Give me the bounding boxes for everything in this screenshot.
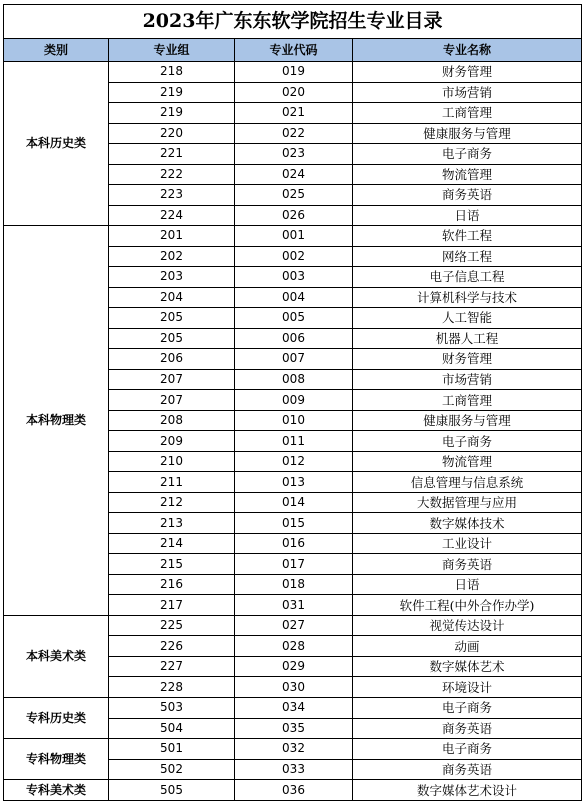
group-cell: 222 bbox=[109, 164, 235, 185]
code-cell: 031 bbox=[235, 595, 353, 616]
category-cell: 专科美术类 bbox=[4, 780, 109, 801]
group-cell: 502 bbox=[109, 759, 235, 780]
code-cell: 036 bbox=[235, 780, 353, 801]
group-cell: 221 bbox=[109, 144, 235, 165]
name-cell: 信息管理与信息系统 bbox=[353, 472, 582, 493]
code-cell: 021 bbox=[235, 103, 353, 124]
code-cell: 010 bbox=[235, 410, 353, 431]
name-cell: 市场营销 bbox=[353, 82, 582, 103]
name-cell: 人工智能 bbox=[353, 308, 582, 329]
name-cell: 电子信息工程 bbox=[353, 267, 582, 288]
code-cell: 023 bbox=[235, 144, 353, 165]
name-cell: 工商管理 bbox=[353, 390, 582, 411]
code-cell: 013 bbox=[235, 472, 353, 493]
code-cell: 034 bbox=[235, 697, 353, 718]
name-cell: 商务英语 bbox=[353, 554, 582, 575]
code-cell: 018 bbox=[235, 574, 353, 595]
code-cell: 028 bbox=[235, 636, 353, 657]
group-cell: 501 bbox=[109, 739, 235, 760]
name-cell: 数字媒体艺术 bbox=[353, 656, 582, 677]
name-cell: 软件工程(中外合作办学) bbox=[353, 595, 582, 616]
category-cell: 本科历史类 bbox=[4, 62, 109, 226]
category-cell: 本科物理类 bbox=[4, 226, 109, 616]
name-cell: 动画 bbox=[353, 636, 582, 657]
code-cell: 022 bbox=[235, 123, 353, 144]
name-cell: 商务英语 bbox=[353, 759, 582, 780]
name-cell: 商务英语 bbox=[353, 185, 582, 206]
group-cell: 212 bbox=[109, 492, 235, 513]
code-cell: 027 bbox=[235, 615, 353, 636]
name-cell: 软件工程 bbox=[353, 226, 582, 247]
name-cell: 市场营销 bbox=[353, 369, 582, 390]
group-cell: 218 bbox=[109, 62, 235, 83]
group-cell: 219 bbox=[109, 103, 235, 124]
code-cell: 026 bbox=[235, 205, 353, 226]
code-cell: 024 bbox=[235, 164, 353, 185]
code-cell: 030 bbox=[235, 677, 353, 698]
code-cell: 006 bbox=[235, 328, 353, 349]
table-row bbox=[4, 780, 582, 801]
name-cell: 数字媒体艺术设计 bbox=[353, 780, 582, 801]
code-cell: 008 bbox=[235, 369, 353, 390]
group-cell: 224 bbox=[109, 205, 235, 226]
code-cell: 002 bbox=[235, 246, 353, 267]
group-cell: 204 bbox=[109, 287, 235, 308]
group-cell: 216 bbox=[109, 574, 235, 595]
code-cell: 020 bbox=[235, 82, 353, 103]
name-cell: 电子商务 bbox=[353, 431, 582, 452]
name-cell: 网络工程 bbox=[353, 246, 582, 267]
table-body bbox=[4, 62, 582, 801]
header-name: 专业名称 bbox=[353, 39, 582, 62]
group-cell: 207 bbox=[109, 390, 235, 411]
major-catalog-table bbox=[3, 4, 582, 801]
group-cell: 201 bbox=[109, 226, 235, 247]
name-cell: 财务管理 bbox=[353, 349, 582, 370]
group-cell: 202 bbox=[109, 246, 235, 267]
name-cell: 视觉传达设计 bbox=[353, 615, 582, 636]
group-cell: 225 bbox=[109, 615, 235, 636]
group-cell: 226 bbox=[109, 636, 235, 657]
table-row bbox=[4, 62, 582, 83]
group-cell: 205 bbox=[109, 308, 235, 329]
code-cell: 009 bbox=[235, 390, 353, 411]
table-row bbox=[4, 697, 582, 718]
code-cell: 012 bbox=[235, 451, 353, 472]
code-cell: 007 bbox=[235, 349, 353, 370]
group-cell: 210 bbox=[109, 451, 235, 472]
group-cell: 205 bbox=[109, 328, 235, 349]
code-cell: 033 bbox=[235, 759, 353, 780]
name-cell: 电子商务 bbox=[353, 697, 582, 718]
code-cell: 005 bbox=[235, 308, 353, 329]
group-cell: 203 bbox=[109, 267, 235, 288]
code-cell: 035 bbox=[235, 718, 353, 739]
group-cell: 207 bbox=[109, 369, 235, 390]
code-cell: 014 bbox=[235, 492, 353, 513]
code-cell: 019 bbox=[235, 62, 353, 83]
name-cell: 日语 bbox=[353, 205, 582, 226]
code-cell: 003 bbox=[235, 267, 353, 288]
group-cell: 505 bbox=[109, 780, 235, 801]
group-cell: 217 bbox=[109, 595, 235, 616]
name-cell: 财务管理 bbox=[353, 62, 582, 83]
header-category: 类别 bbox=[4, 39, 109, 62]
name-cell: 大数据管理与应用 bbox=[353, 492, 582, 513]
table-row bbox=[4, 615, 582, 636]
name-cell: 计算机科学与技术 bbox=[353, 287, 582, 308]
group-cell: 214 bbox=[109, 533, 235, 554]
group-cell: 504 bbox=[109, 718, 235, 739]
group-cell: 213 bbox=[109, 513, 235, 534]
header-group: 专业组 bbox=[109, 39, 235, 62]
code-cell: 016 bbox=[235, 533, 353, 554]
category-cell: 本科美术类 bbox=[4, 615, 109, 697]
group-cell: 227 bbox=[109, 656, 235, 677]
group-cell: 220 bbox=[109, 123, 235, 144]
page-title: 2023年广东东软学院招生专业目录 bbox=[4, 5, 582, 39]
group-cell: 503 bbox=[109, 697, 235, 718]
code-cell: 032 bbox=[235, 739, 353, 760]
code-cell: 015 bbox=[235, 513, 353, 534]
group-cell: 219 bbox=[109, 82, 235, 103]
group-cell: 223 bbox=[109, 185, 235, 206]
code-cell: 004 bbox=[235, 287, 353, 308]
title-row bbox=[4, 5, 582, 39]
name-cell: 商务英语 bbox=[353, 718, 582, 739]
code-cell: 017 bbox=[235, 554, 353, 575]
group-cell: 228 bbox=[109, 677, 235, 698]
group-cell: 206 bbox=[109, 349, 235, 370]
code-cell: 029 bbox=[235, 656, 353, 677]
group-cell: 209 bbox=[109, 431, 235, 452]
table-row bbox=[4, 226, 582, 247]
group-cell: 208 bbox=[109, 410, 235, 431]
code-cell: 025 bbox=[235, 185, 353, 206]
category-cell: 专科历史类 bbox=[4, 697, 109, 738]
table-row bbox=[4, 739, 582, 760]
name-cell: 工业设计 bbox=[353, 533, 582, 554]
name-cell: 健康服务与管理 bbox=[353, 410, 582, 431]
name-cell: 机器人工程 bbox=[353, 328, 582, 349]
code-cell: 001 bbox=[235, 226, 353, 247]
group-cell: 211 bbox=[109, 472, 235, 493]
name-cell: 电子商务 bbox=[353, 739, 582, 760]
name-cell: 环境设计 bbox=[353, 677, 582, 698]
name-cell: 日语 bbox=[353, 574, 582, 595]
header-row bbox=[4, 39, 582, 62]
name-cell: 工商管理 bbox=[353, 103, 582, 124]
name-cell: 物流管理 bbox=[353, 164, 582, 185]
code-cell: 011 bbox=[235, 431, 353, 452]
group-cell: 215 bbox=[109, 554, 235, 575]
header-code: 专业代码 bbox=[235, 39, 353, 62]
name-cell: 电子商务 bbox=[353, 144, 582, 165]
category-cell: 专科物理类 bbox=[4, 739, 109, 780]
name-cell: 数字媒体技术 bbox=[353, 513, 582, 534]
name-cell: 物流管理 bbox=[353, 451, 582, 472]
name-cell: 健康服务与管理 bbox=[353, 123, 582, 144]
